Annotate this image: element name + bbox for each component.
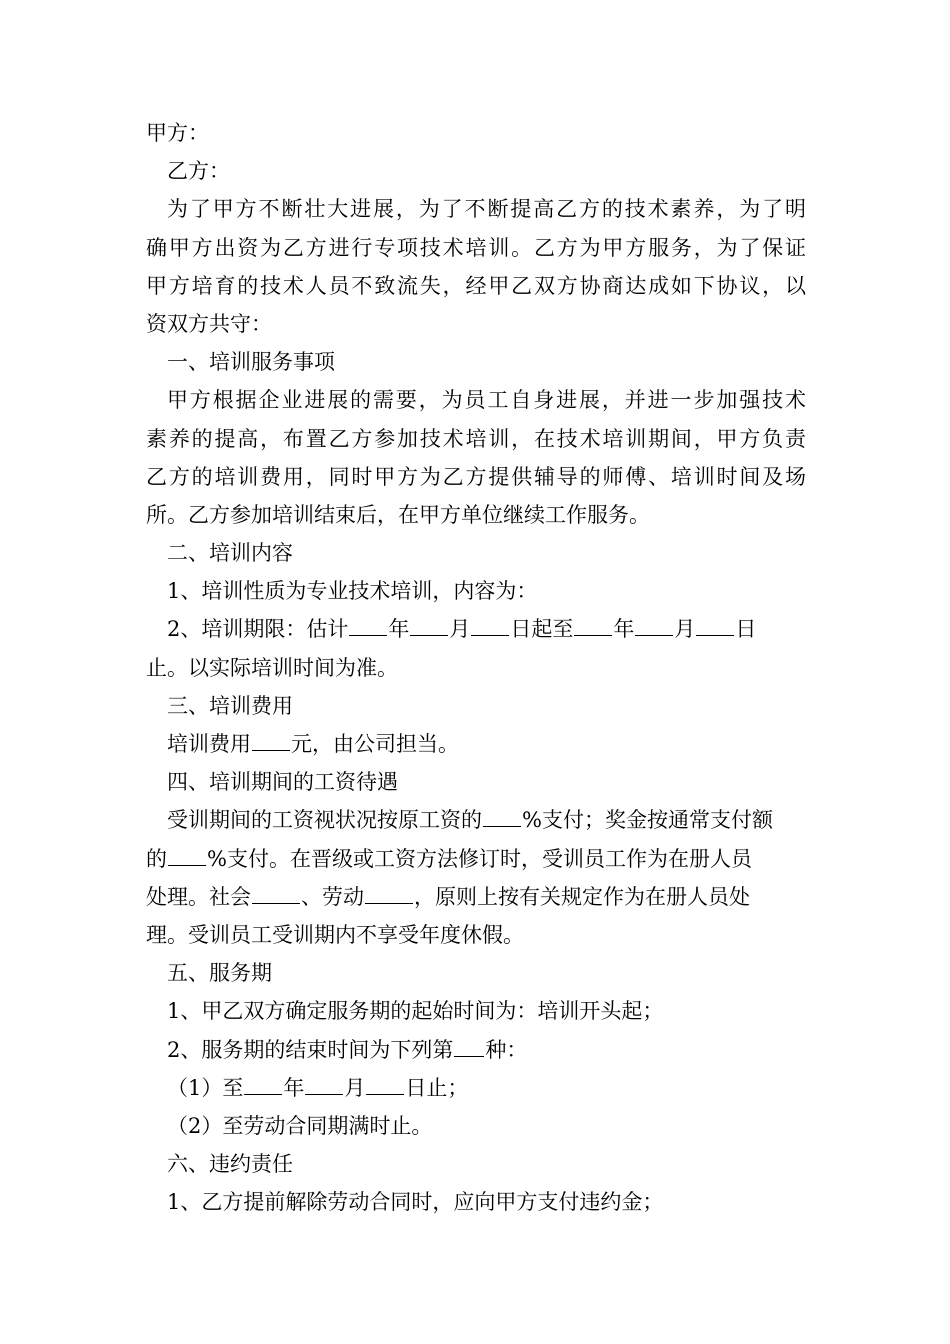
option-1-day-blank[interactable] — [366, 1072, 404, 1095]
contract-document — [146, 114, 806, 1221]
section-5-option-2: （2）至劳动合同期满时止。 — [167, 1113, 433, 1138]
party-b-label: 乙方： — [167, 159, 230, 184]
party-a-label: 甲方： — [146, 121, 209, 145]
section-1-line-2: 素养的提高，布置乙方参加技术培训，在技术培训期间，甲方负责 — [146, 426, 806, 451]
section-1-line-4: 所。乙方参加培训结束后，在甲方单位继续工作服务。 — [146, 502, 650, 527]
section-5-item-2 — [146, 1031, 806, 1069]
day-from-label: 日起至 — [510, 617, 574, 642]
section-1-line-1: 甲方根据企业进展的需要，为员工自身进展，并进一步加强技术 — [167, 388, 806, 413]
fee-suffix: 元，由公司担当。 — [291, 732, 459, 756]
intro-line-3: 甲方培育的技术人员不致流失，经甲乙双方协商达成如下协议，以 — [146, 273, 806, 298]
section-6-heading: 六、违约责任 — [167, 1152, 293, 1177]
section-4-line-4: 理。受训员工受训期内不享受年度休假。 — [146, 922, 524, 947]
section-4-line-3 — [146, 878, 806, 916]
bonus-line-suffix: %支付。在晋级或工资方法修订时，受训员工作为在册人员 — [207, 846, 752, 871]
labor-blank[interactable] — [365, 881, 413, 904]
wage-percent-blank[interactable] — [483, 804, 521, 827]
year-label: 年 — [613, 617, 635, 642]
end-month-blank[interactable] — [635, 613, 673, 636]
section-5-heading: 五、服务期 — [167, 961, 272, 986]
section-4-line-1 — [146, 801, 806, 839]
start-day-blank[interactable] — [471, 613, 509, 636]
end-year-blank[interactable] — [574, 613, 612, 636]
start-year-blank[interactable] — [349, 613, 387, 636]
section-6-item-1: 1、乙方提前解除劳动合同时，应向甲方支付违约金； — [167, 1190, 664, 1215]
end-day-blank[interactable] — [696, 613, 734, 636]
section-5-item-1: 1、甲乙双方确定服务期的起始时间为：培训开头起； — [167, 999, 664, 1024]
section-5-option-1 — [146, 1069, 806, 1107]
section-3-heading: 三、培训费用 — [167, 693, 293, 718]
year-label: 年 — [283, 1075, 305, 1100]
wage-line-1-suffix: %支付；奖金按通常支付额 — [522, 808, 773, 833]
section-1-line-3: 乙方的培训费用，同时甲方为乙方提供辅导的师傅、培训时间及场 — [146, 464, 806, 489]
section-2-item-2-tail: 止。以实际培训时间为准。 — [146, 655, 398, 680]
month-label: 月 — [449, 617, 471, 642]
option-1-suffix: 日止； — [405, 1075, 469, 1100]
service-end-prefix: 2、服务期的结束时间为下列第 — [167, 1037, 454, 1062]
option-1-year-blank[interactable] — [244, 1072, 282, 1095]
option-1-month-blank[interactable] — [305, 1072, 343, 1095]
section-2-item-2 — [146, 610, 806, 648]
bonus-percent-blank[interactable] — [168, 843, 206, 866]
service-option-blank[interactable] — [454, 1034, 484, 1057]
service-end-suffix: 种： — [485, 1037, 528, 1062]
day-end-label: 日 — [735, 617, 757, 642]
option-1-prefix: （1）至 — [167, 1075, 244, 1100]
month-label: 月 — [674, 617, 696, 642]
intro-line-1: 为了甲方不断壮大进展，为了不断提高乙方的技术素养，为了明 — [167, 197, 806, 222]
section-2-heading: 二、培训内容 — [167, 541, 293, 566]
bonus-line-prefix: 的 — [146, 846, 167, 871]
social-blank[interactable] — [252, 881, 300, 904]
social-prefix: 处理。社会 — [146, 884, 251, 909]
section-4-line-2 — [146, 840, 806, 878]
period-prefix: 2、培训期限：估计 — [167, 617, 349, 642]
fee-prefix: 培训费用 — [167, 732, 251, 756]
labor-prefix: 、劳动 — [301, 884, 364, 909]
social-labor-suffix: ，原则上按有关规定作为在册人员处 — [414, 884, 750, 909]
fee-amount-blank[interactable] — [252, 728, 290, 751]
section-1-heading: 一、培训服务事项 — [167, 350, 335, 375]
wage-line-1-prefix: 受训期间的工资视状况按原工资的 — [167, 808, 482, 833]
section-2-item-1: 1、培训性质为专业技术培训，内容为： — [167, 579, 538, 604]
section-3-fee — [146, 725, 806, 763]
section-4-heading: 四、培训期间的工资待遇 — [167, 770, 398, 795]
month-label: 月 — [344, 1075, 366, 1100]
intro-line-2: 确甲方出资为乙方进行专项技术培训。乙方为甲方服务，为了保证 — [146, 235, 806, 260]
year-label: 年 — [388, 617, 410, 642]
intro-line-4: 资双方共守： — [146, 311, 272, 336]
start-month-blank[interactable] — [410, 613, 448, 636]
